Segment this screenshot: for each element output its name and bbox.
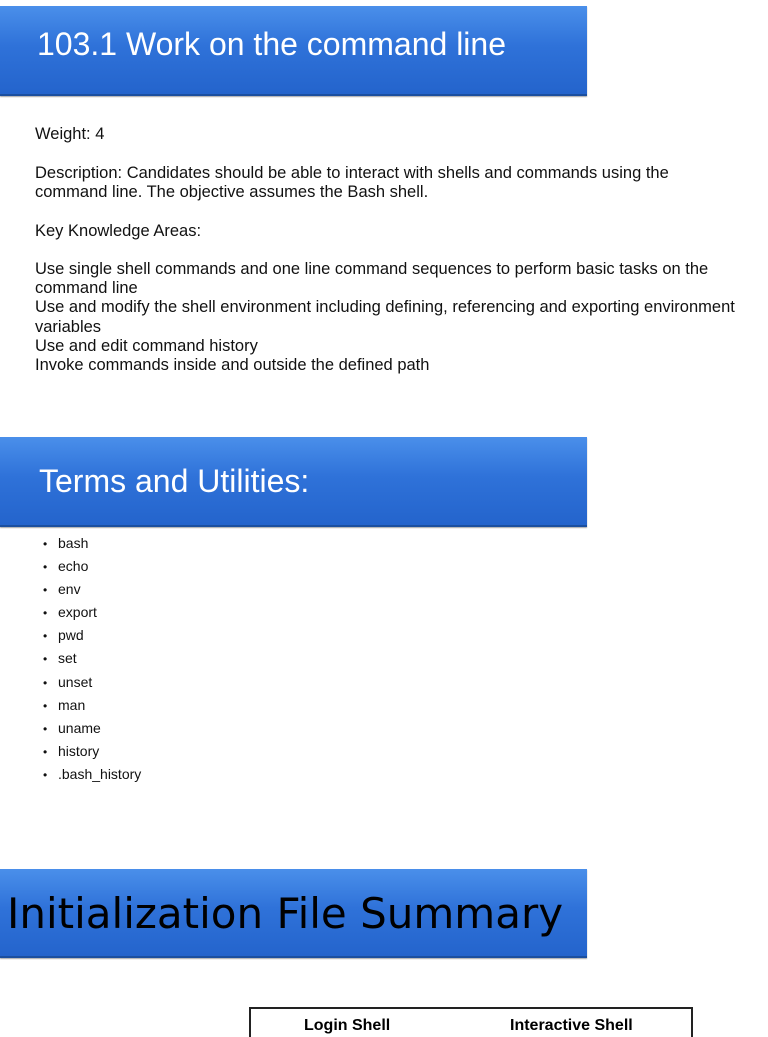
- term-item: [43, 626, 141, 649]
- section-banner-work-on-command-line: [0, 6, 587, 96]
- term-label: env: [58, 581, 81, 598]
- term-item: [43, 580, 141, 603]
- section-title: Terms and Utilities:: [39, 463, 310, 499]
- bullet-icon: •: [43, 537, 48, 551]
- bullet-icon: •: [43, 629, 48, 644]
- term-item: [43, 649, 141, 672]
- description-text: Description: Candidates should be able to interact with shells and commands using the command line. The objective assumes the Bash shell.: [35, 164, 669, 202]
- term-label: unset: [58, 673, 93, 690]
- term-item: [43, 719, 141, 742]
- term-item: [43, 742, 141, 765]
- bullet-icon: •: [43, 606, 48, 621]
- section-banner-terms-and-utilities: [0, 437, 587, 527]
- key-area-item: Use single shell commands and one line command sequences to perform basic tasks on the command line: [35, 260, 709, 298]
- bullet-icon: •: [43, 560, 48, 575]
- section-title: Initialization File Summary: [7, 889, 564, 938]
- key-knowledge-heading: Key Knowledge Areas:: [35, 222, 202, 240]
- term-label: .bash_history: [58, 765, 142, 782]
- term-item: [43, 557, 141, 580]
- table-header-interactive-shell: Interactive Shell: [510, 1017, 633, 1034]
- bullet-icon: •: [43, 652, 48, 667]
- term-item: [43, 534, 141, 557]
- term-item: [43, 673, 141, 696]
- term-label: export: [58, 604, 97, 621]
- key-area-item: Use and modify the shell environment including defining, referencing and exporting environment variables: [35, 298, 735, 336]
- weight-text: Weight: 4: [35, 125, 105, 143]
- bullet-icon: •: [43, 698, 48, 713]
- key-knowledge-list: [35, 260, 735, 375]
- term-label: history: [58, 742, 100, 759]
- bullet-icon: •: [43, 767, 48, 782]
- term-label: set: [58, 650, 77, 667]
- term-label: pwd: [58, 627, 84, 644]
- term-label: echo: [58, 558, 89, 575]
- term-label: man: [58, 696, 86, 713]
- term-item: [43, 765, 141, 788]
- term-item: [43, 696, 141, 719]
- section-banner-initialization-file-summary: [0, 869, 587, 958]
- bullet-icon: •: [43, 675, 48, 690]
- term-label: bash: [58, 535, 89, 551]
- term-item: [43, 603, 141, 626]
- bullet-icon: •: [43, 583, 48, 598]
- key-area-item: Invoke commands inside and outside the defined path: [35, 356, 430, 375]
- section-title: 103.1 Work on the command line: [37, 26, 506, 62]
- initialization-file-table: [249, 1007, 693, 1037]
- terms-list: [43, 534, 141, 788]
- term-label: uname: [58, 719, 101, 736]
- key-area-item: Use and edit command history: [35, 336, 258, 355]
- table-header-login-shell: Login Shell: [304, 1017, 391, 1034]
- bullet-icon: •: [43, 744, 48, 759]
- bullet-icon: •: [43, 721, 48, 736]
